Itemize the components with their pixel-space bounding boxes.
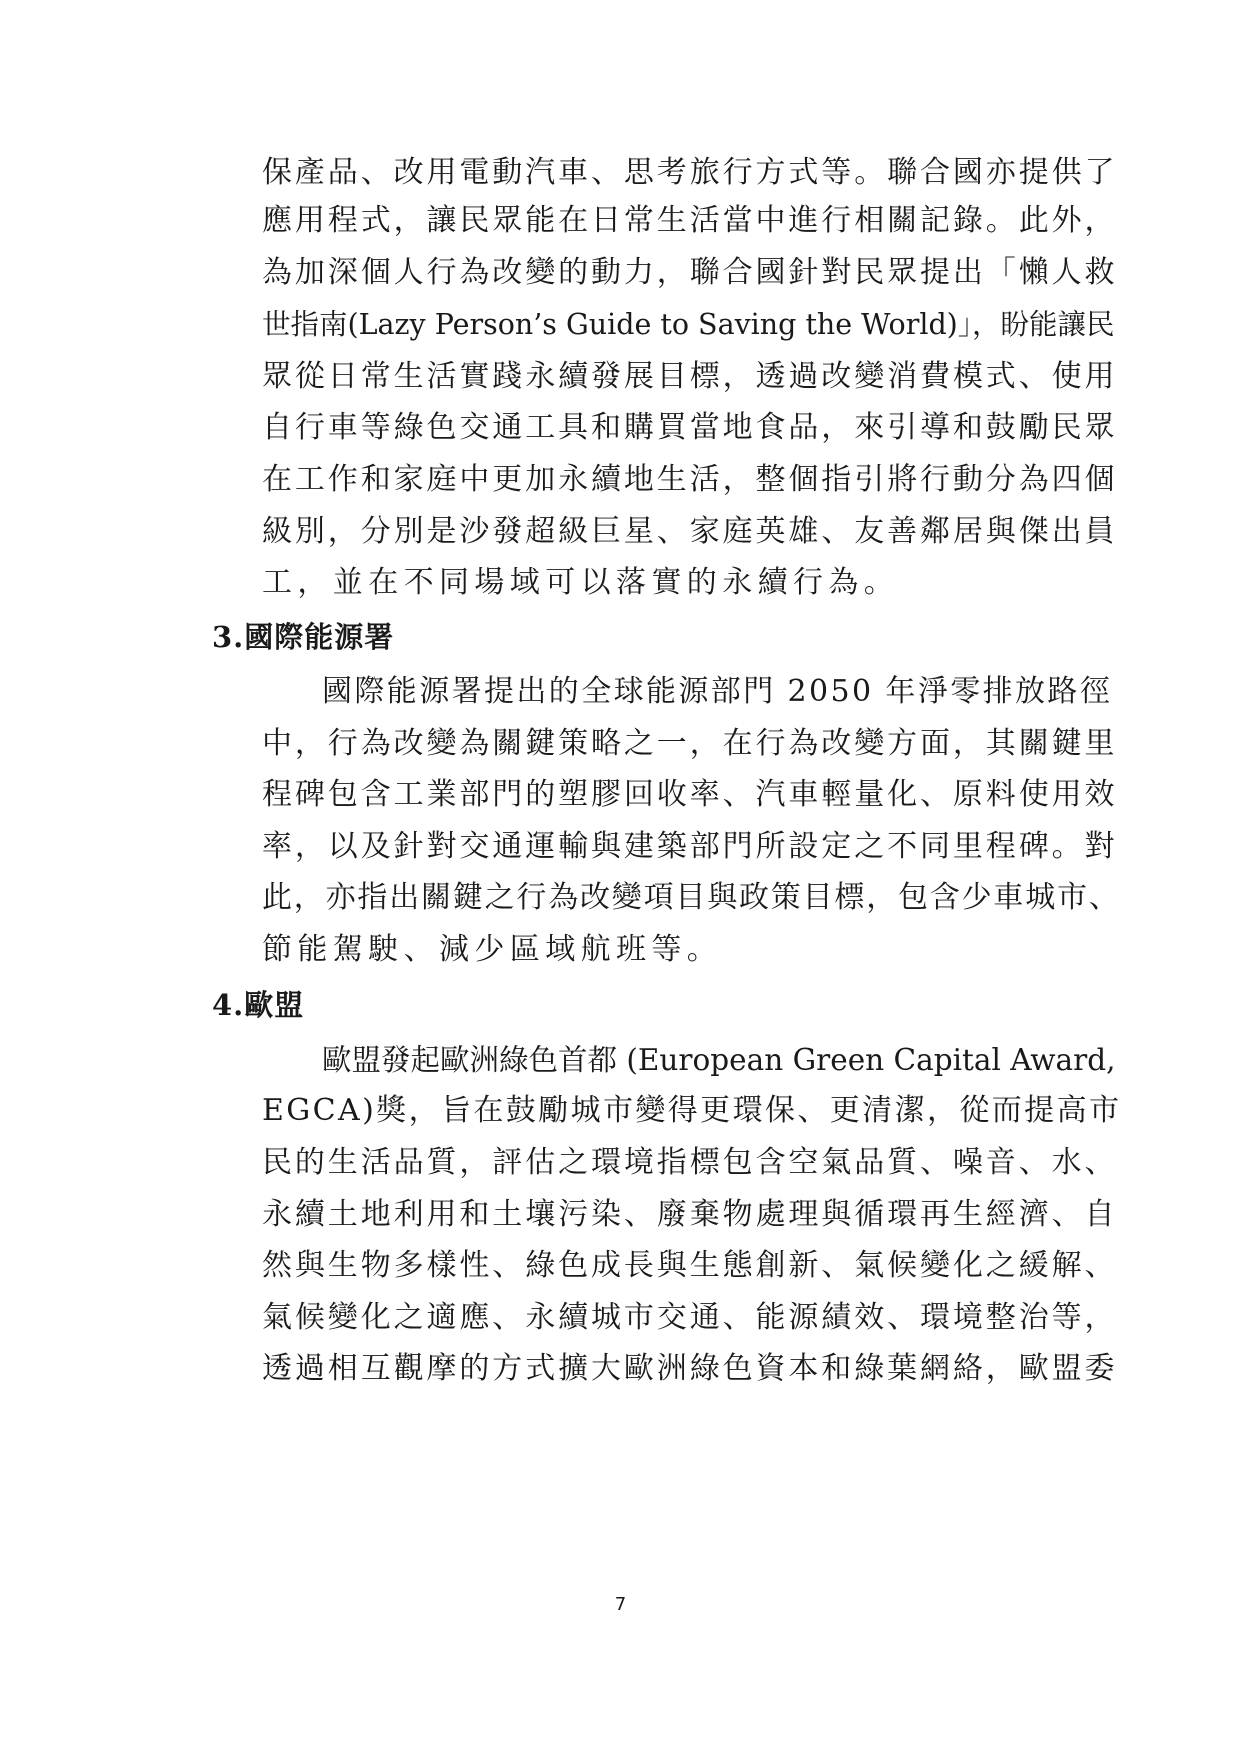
text-line: 然與生物多樣性、綠色成長與生態創新、氣候變化之緩解、	[262, 1248, 1118, 1283]
text-line: 透過相互觀摩的方式擴大歐洲綠色資本和綠葉網絡，歐盟委	[262, 1351, 1118, 1386]
text-line: 率，以及針對交通運輸與建築部門所設定之不同里程碑。對	[262, 829, 1118, 864]
text-line: 節能駕駛、減少區域航班等。	[262, 932, 723, 967]
text-line: 永續土地利用和土壤污染、廢棄物處理與循環再生經濟、自	[262, 1197, 1118, 1232]
text-line: 在工作和家庭中更加永續地生活，整個指引將行動分為四個	[262, 462, 1118, 497]
text-line: 氣候變化之適應、永續城市交通、能源績效、環境整治等，	[262, 1300, 1118, 1335]
text-line: 眾從日常生活實踐永續發展目標，透過改變消費模式、使用	[262, 359, 1118, 394]
text-line: 世指南(Lazy Person’s Guide to Saving the World)」，盼能讓民	[262, 308, 1115, 341]
text-line: 級別，分別是沙發超級巨星、家庭英雄、友善鄰居與傑出員	[262, 514, 1118, 549]
text-line: 中，行為改變為關鍵策略之一，在行為改變方面，其關鍵里	[262, 726, 1118, 761]
text-line: 民的生活品質，評估之環境指標包含空氣品質、噪音、水、	[262, 1145, 1118, 1180]
section-heading-iea: 3.國際能源署	[212, 620, 395, 654]
text-line: 自行車等綠色交通工具和購買當地食品，來引導和鼓勵民眾	[262, 410, 1118, 445]
text-line: 國際能源署提出的全球能源部門 2050 年淨零排放路徑	[322, 674, 1113, 709]
page-number: 7	[614, 1594, 627, 1615]
text-line: 歐盟發起歐洲綠色首都 (European Green Capital Award,	[322, 1043, 1116, 1077]
text-line: 應用程式，讓民眾能在日常生活當中進行相關記錄。此外，	[262, 203, 1118, 238]
text-line: 保產品、改用電動汽車、思考旅行方式等。聯合國亦提供了	[262, 155, 1118, 190]
text-line: 此，亦指出關鍵之行為改變項目與政策目標，包含少車城市、	[262, 880, 1121, 915]
text-line: 為加深個人行為改變的動力，聯合國針對民眾提出「懶人救	[262, 255, 1118, 290]
section-heading-eu: 4.歐盟	[212, 988, 305, 1022]
text-line: EGCA)獎，旨在鼓勵城市變得更環保、更清潔，從而提高市	[262, 1093, 1122, 1128]
text-line: 程碑包含工業部門的塑膠回收率、汽車輕量化、原料使用效	[262, 777, 1118, 812]
text-line: 工，並在不同場域可以落實的永續行為。	[262, 565, 900, 600]
